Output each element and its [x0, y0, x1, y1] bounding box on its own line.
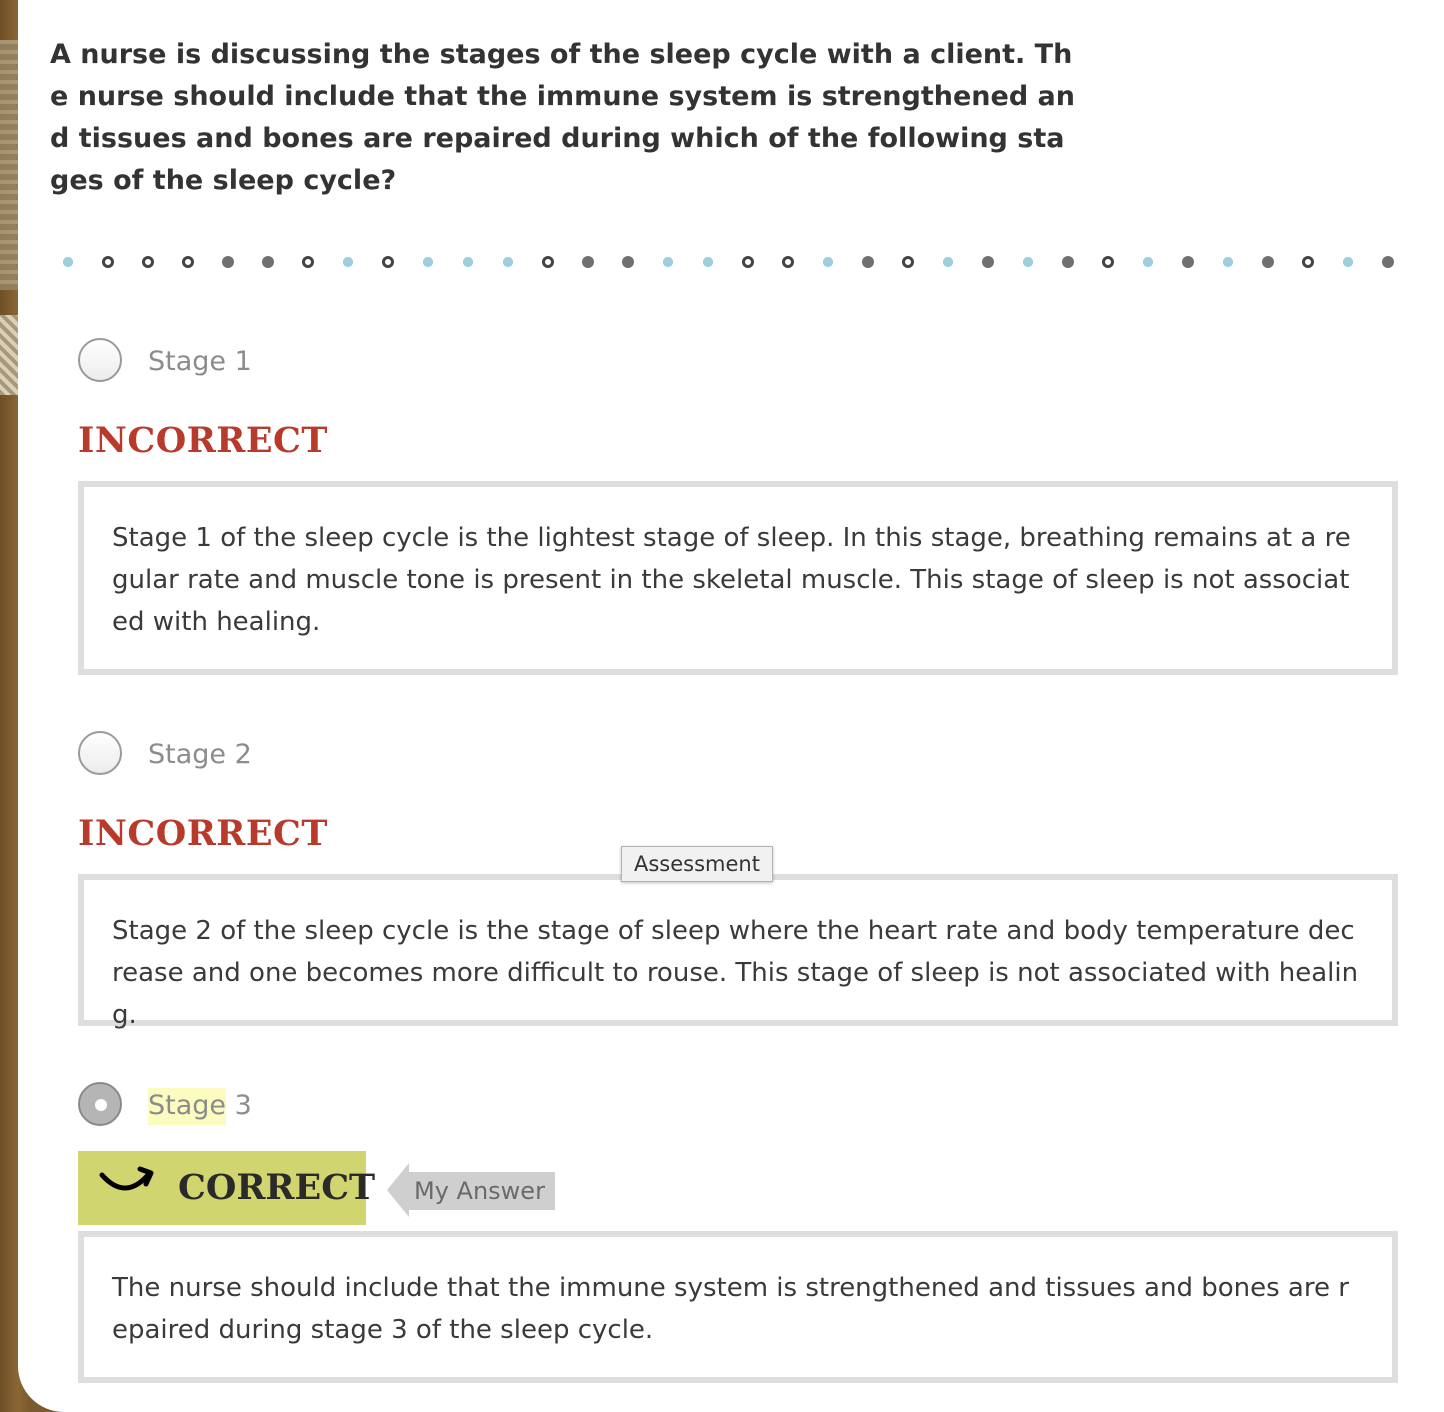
progress-dot-dark[interactable] [1062, 256, 1074, 268]
progress-dot-ring[interactable] [142, 256, 154, 268]
progress-dots [62, 256, 1444, 272]
progress-dot-blue[interactable] [423, 257, 433, 267]
option-label [148, 1090, 252, 1121]
progress-dot-blue[interactable] [63, 257, 73, 267]
incorrect-label: INCORRECT [78, 813, 328, 854]
progress-dot-blue[interactable] [1143, 257, 1153, 267]
option-label-rest: 3 [226, 1090, 252, 1121]
progress-dot-ring[interactable] [742, 256, 754, 268]
progress-dot-dark[interactable] [1182, 256, 1194, 268]
feedback-box: The nurse should include that the immune system is strengthened and tissues and bones are repaired during stage 3 of the sleep cycle. [78, 1231, 1398, 1383]
progress-dot-ring[interactable] [382, 256, 394, 268]
progress-dot-blue[interactable] [503, 257, 513, 267]
correct-badge [78, 1151, 376, 1225]
progress-dot-blue[interactable] [1223, 257, 1233, 267]
progress-dot-dark[interactable] [1382, 256, 1394, 268]
progress-dot-dark[interactable] [982, 256, 994, 268]
incorrect-label: INCORRECT [78, 420, 328, 461]
progress-dot-ring[interactable] [182, 256, 194, 268]
progress-dot-blue[interactable] [703, 257, 713, 267]
highlighted-text: Stage [148, 1088, 226, 1125]
left-arrow-icon [387, 1163, 409, 1217]
progress-dot-dark[interactable] [862, 256, 874, 268]
correct-label: CORRECT [178, 1167, 376, 1208]
progress-dot-blue[interactable] [343, 257, 353, 267]
progress-dot-blue[interactable] [943, 257, 953, 267]
progress-dot-ring[interactable] [1102, 256, 1114, 268]
progress-dot-ring[interactable] [102, 256, 114, 268]
background-texture [0, 40, 18, 290]
radio-indicator [95, 1099, 107, 1111]
feedback-box: Stage 2 of the sleep cycle is the stage of sleep where the heart rate and body temperature decrease and one becomes more difficult to rouse. This stage of sleep is not associated with healing. [78, 874, 1398, 1026]
progress-dot-blue[interactable] [463, 257, 473, 267]
progress-dot-dark[interactable] [262, 256, 274, 268]
question-text: A nurse is discussing the stages of the sleep cycle with a client. The nurse should include that the immune system is strengthened and tissues and bones are repaired during which of the following stages of the sleep cycle? [50, 39, 1075, 196]
progress-dot-dark[interactable] [222, 256, 234, 268]
radio-button[interactable] [78, 338, 122, 382]
feedback-box: Stage 1 of the sleep cycle is the lightest stage of sleep. In this stage, breathing remains at a regular rate and muscle tone is present in the skeletal muscle. This stage of sleep is not associated with healing. [78, 481, 1398, 675]
progress-dot-ring[interactable] [902, 256, 914, 268]
option-label: Stage 2 [148, 739, 252, 770]
progress-dot-ring[interactable] [302, 256, 314, 268]
radio-button[interactable] [78, 731, 122, 775]
progress-dot-ring[interactable] [542, 256, 554, 268]
progress-dot-dark[interactable] [622, 256, 634, 268]
option-label: Stage 1 [148, 346, 252, 377]
curved-arrow-icon [96, 1165, 154, 1195]
radio-button-selected[interactable] [78, 1082, 122, 1126]
progress-dot-ring[interactable] [782, 256, 794, 268]
my-answer-label: My Answer [407, 1172, 555, 1210]
progress-dot-dark[interactable] [582, 256, 594, 268]
assessment-tooltip: Assessment [621, 846, 773, 882]
background-texture [0, 315, 18, 395]
progress-dot-dark[interactable] [1262, 256, 1274, 268]
progress-dot-blue[interactable] [823, 257, 833, 267]
progress-dot-blue[interactable] [1343, 257, 1353, 267]
progress-dot-ring[interactable] [1302, 256, 1314, 268]
progress-dot-blue[interactable] [1023, 257, 1033, 267]
progress-dot-blue[interactable] [663, 257, 673, 267]
